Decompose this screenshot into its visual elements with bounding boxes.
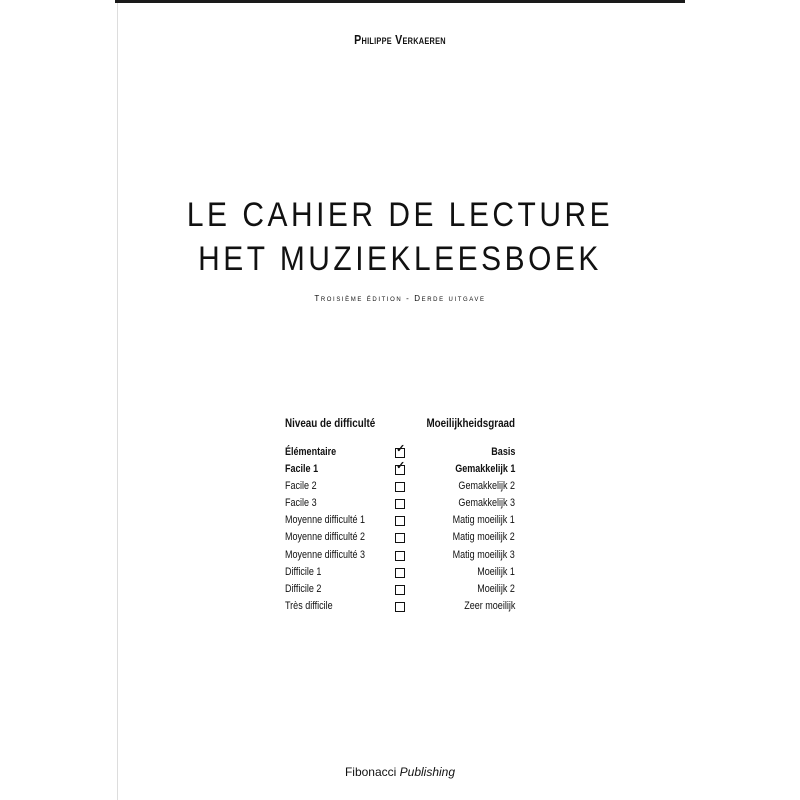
level-label-nl-text: Gemakkelijk 3 (458, 497, 515, 510)
checkbox-icon (395, 533, 405, 543)
top-border-rule (115, 0, 685, 3)
difficulty-header-nl: Moeilijkheidsgraad (426, 416, 515, 430)
difficulty-row (285, 444, 515, 461)
level-label-fr-text: Facile 3 (285, 497, 317, 510)
difficulty-header (285, 416, 515, 430)
level-label-nl-text: Matig moeilijk 1 (452, 514, 515, 527)
difficulty-row (285, 564, 515, 581)
level-label-nl (453, 598, 515, 615)
level-label-fr (285, 547, 383, 564)
level-label-fr (285, 512, 383, 529)
difficulty-row (285, 512, 515, 529)
difficulty-header-fr: Niveau de difficulté (285, 416, 376, 430)
level-label-nl (442, 461, 515, 478)
title-dutch: HET MUZIEKLEESBOEK (198, 240, 602, 278)
level-label-nl (446, 478, 515, 495)
difficulty-row (285, 547, 515, 564)
level-label-fr-text: Moyenne difficulté 3 (285, 548, 366, 561)
level-label-fr-text: Moyenne difficulté 1 (285, 514, 366, 527)
level-label-nl (446, 495, 515, 512)
title-french: LE CAHIER DE LECTURE (186, 196, 614, 234)
difficulty-table (285, 416, 515, 615)
checkbox-icon (395, 516, 405, 526)
checked-checkbox-icon (395, 448, 405, 458)
page-edge (117, 3, 118, 800)
level-label-fr-text: Difficile 1 (285, 565, 322, 578)
level-label-nl-text: Moeilijk 2 (477, 582, 515, 595)
level-label-fr-text: Moyenne difficulté 2 (285, 531, 366, 544)
level-label-nl-text: Zeer moeilijk (463, 599, 515, 612)
level-label-nl (469, 564, 515, 581)
difficulty-rows (285, 444, 515, 615)
level-label-nl (439, 547, 515, 564)
level-label-nl-text: Matig moeilijk 2 (452, 531, 515, 544)
checked-checkbox-icon (395, 465, 405, 475)
level-label-fr-text: Facile 1 (285, 463, 319, 476)
level-label-fr (285, 444, 347, 461)
level-label-fr (285, 564, 329, 581)
checkbox-icon (395, 602, 405, 612)
level-label-fr (285, 598, 343, 615)
level-label-fr-text: Élémentaire (285, 446, 337, 458)
difficulty-row (285, 478, 515, 495)
level-label-nl-text: Moeilijk 1 (477, 565, 515, 578)
level-label-nl-text: Matig moeilijk 3 (452, 548, 515, 561)
level-label-nl (439, 512, 515, 529)
difficulty-row (285, 529, 515, 546)
difficulty-row (285, 495, 515, 512)
edition-line: Troisième édition - Derde uitgave (314, 294, 486, 303)
publisher-name: Fibonacci (344, 765, 397, 779)
level-label-nl-text: Basis (490, 446, 515, 458)
author-name: Philippe Verkaeren (354, 32, 446, 47)
level-label-fr (285, 461, 325, 478)
level-label-fr (285, 581, 329, 598)
level-label-nl-text: Gemakkelijk 2 (458, 480, 515, 493)
checkbox-icon (395, 568, 405, 578)
publisher (0, 765, 800, 779)
checkbox-icon (395, 499, 405, 509)
checkbox-icon (395, 585, 405, 595)
level-label-nl (439, 529, 515, 546)
difficulty-row (285, 598, 515, 615)
checkbox-icon (395, 551, 405, 561)
publisher-suffix: Publishing (399, 765, 456, 779)
level-label-fr-text: Très difficile (285, 599, 333, 612)
level-label-nl-text: Gemakkelijk 1 (454, 463, 515, 476)
level-label-fr (285, 495, 324, 512)
level-label-fr (285, 529, 383, 546)
checkbox-icon (395, 482, 405, 492)
level-label-fr (285, 478, 324, 495)
level-label-fr-text: Facile 2 (285, 480, 317, 493)
level-label-nl (469, 581, 515, 598)
difficulty-row (285, 461, 515, 478)
level-label-fr-text: Difficile 2 (285, 582, 322, 595)
difficulty-row (285, 581, 515, 598)
level-label-nl (486, 444, 515, 461)
